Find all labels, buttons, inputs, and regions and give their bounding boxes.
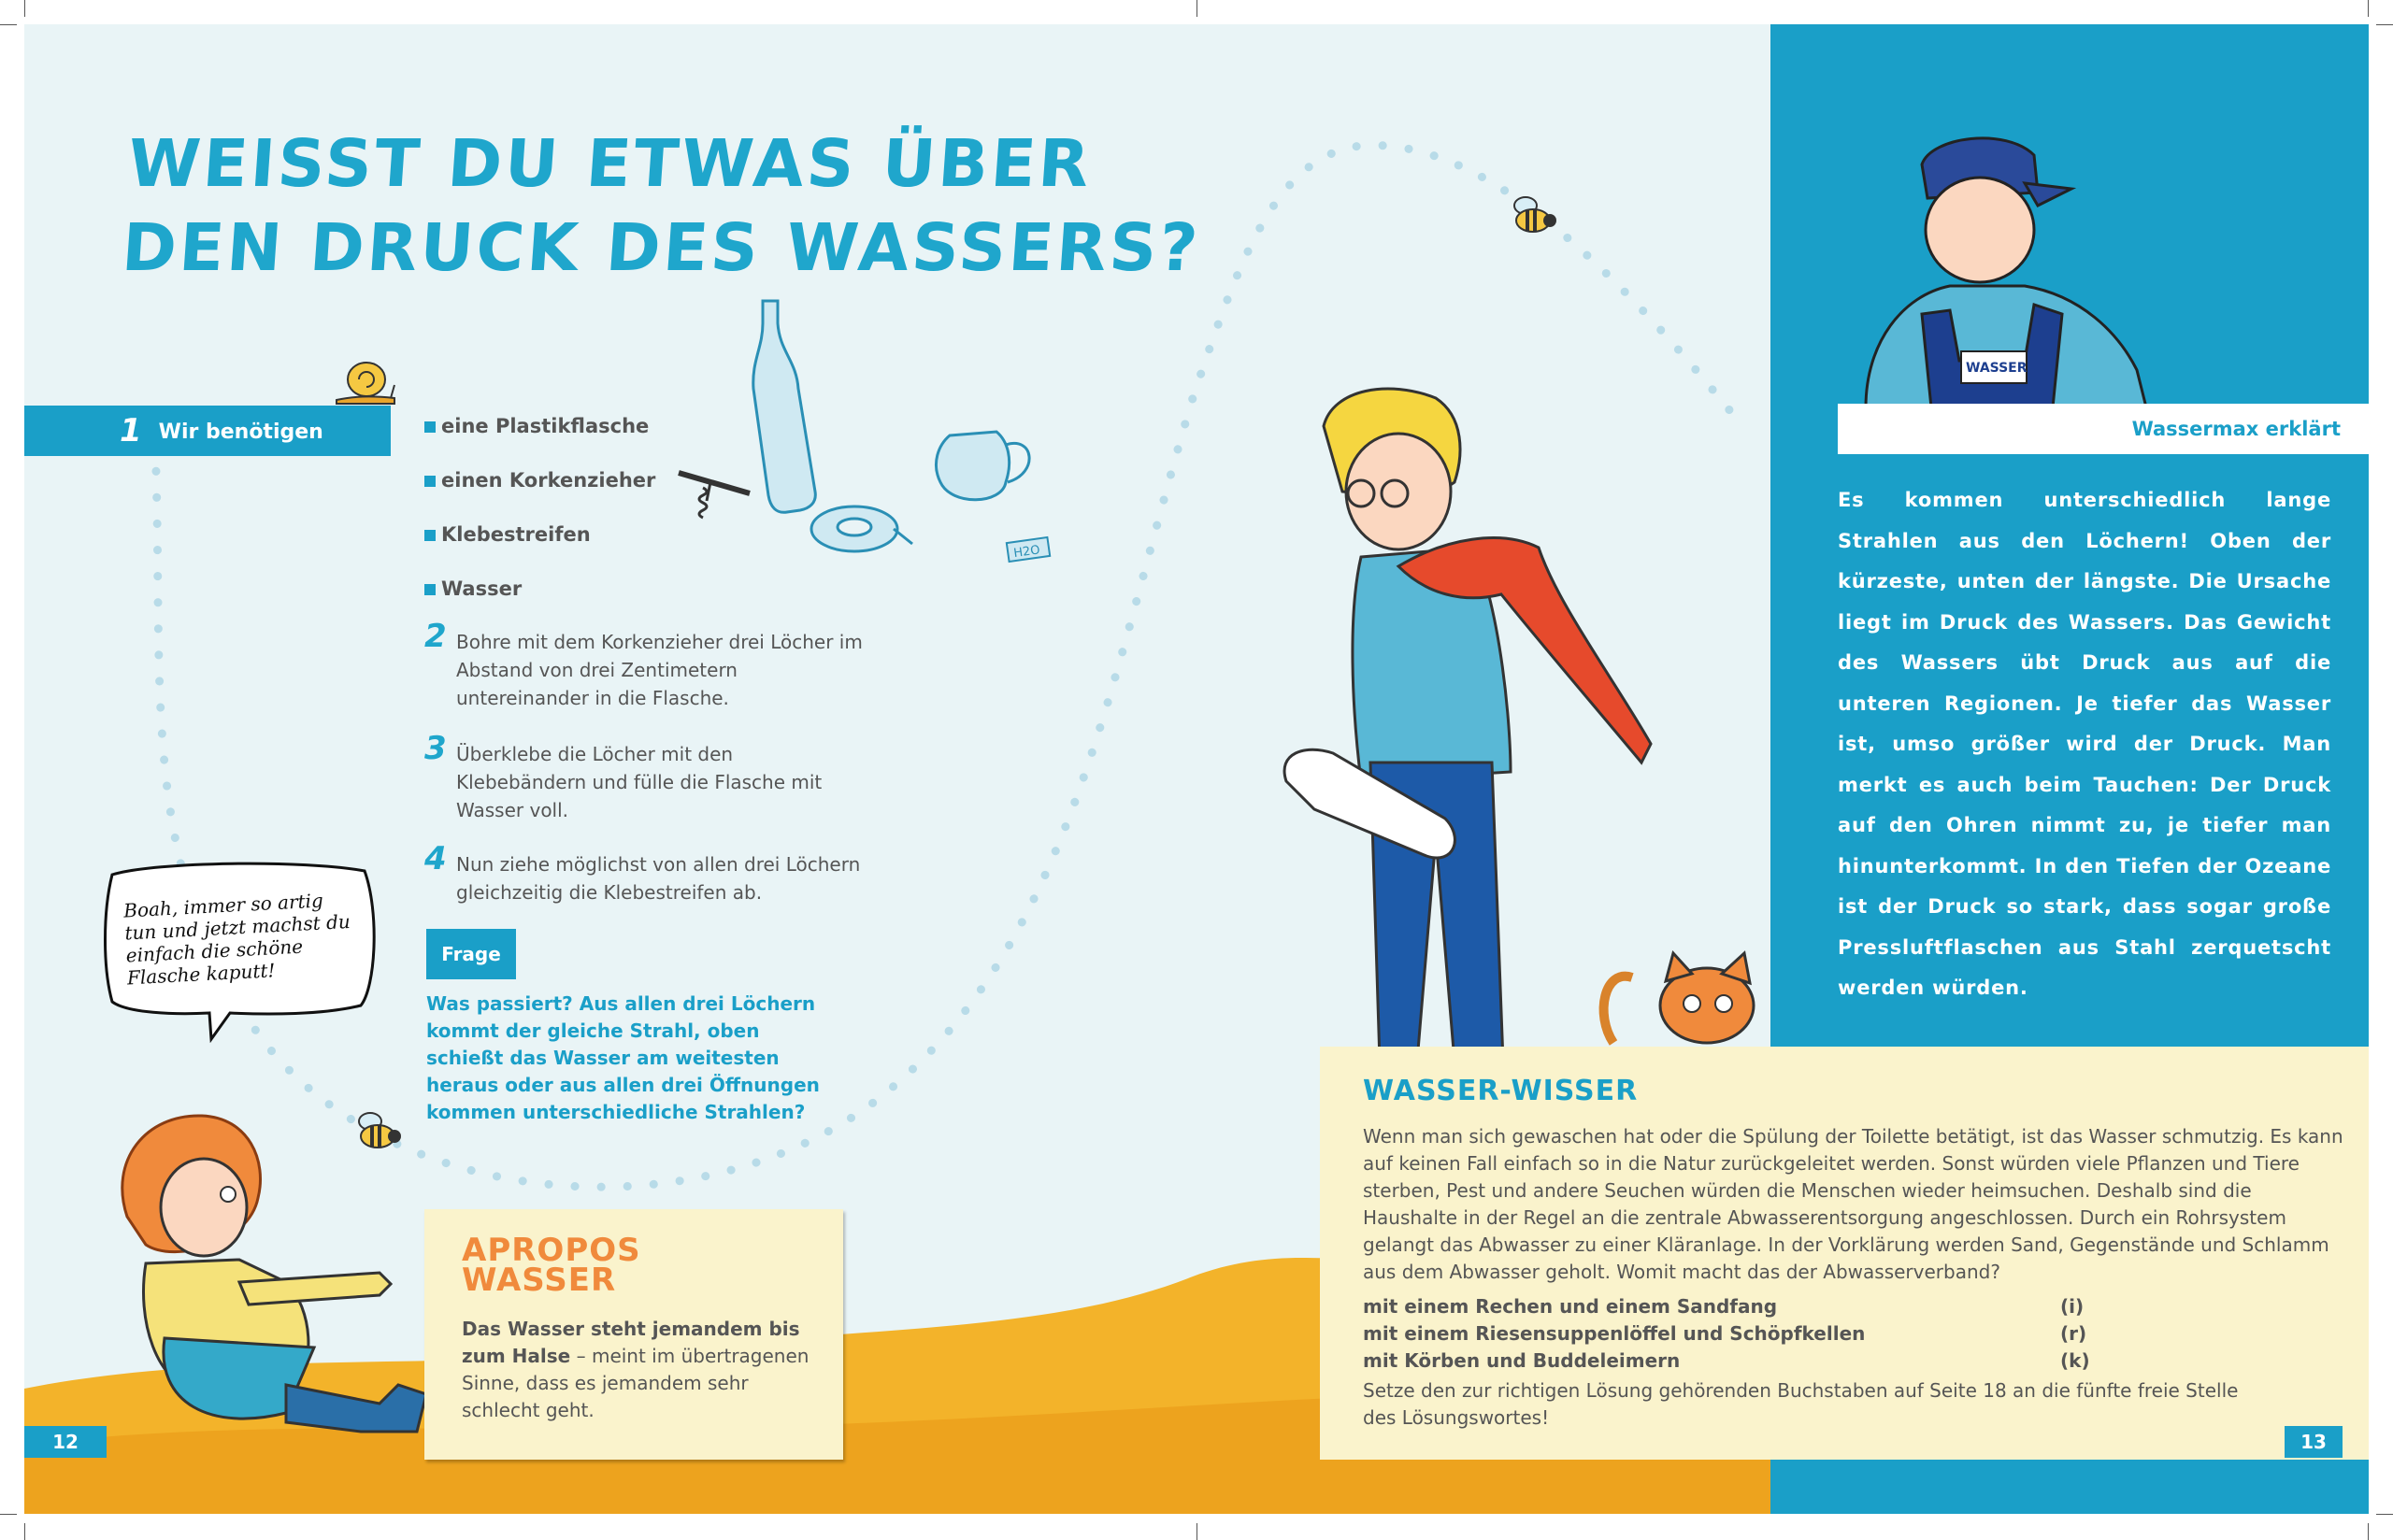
page-number-right: 13 [2285, 1426, 2343, 1458]
apropos-text [462, 1316, 817, 1424]
jug-label: H2O [1012, 543, 1041, 562]
step-3 [424, 730, 867, 824]
bullet-square-icon [424, 584, 436, 595]
step-text: Überklebe die Löcher mit den Klebebändern und fülle die Flasche mit Wasser voll. [456, 743, 823, 821]
bullet-square-icon [424, 476, 436, 487]
answer-option: mit einem Rechen und einem Sandfang (i) [1363, 1295, 2085, 1318]
crop-mark [2368, 0, 2369, 17]
step-number: 2 [424, 618, 447, 655]
section-need-bar [24, 406, 391, 456]
apropos-heading: APROPOS WASSER [462, 1232, 641, 1299]
step-4 [424, 840, 867, 906]
page-title-line1: WEISST DU ETWAS ÜBER [125, 125, 1095, 202]
speech-bubble-text: Boah, immer so artig tun und jetzt machst du einfach die schöne Flasche kaputt! [122, 889, 351, 990]
wassermax-text: Es kommen unterschiedlich lange Strahlen aus den Löchern! Oben der kürzeste, unten der längste. Die Ursache liegt im Druck des Wassers. Das Gewicht des Wassers übt Druck aus auf die unteren Regionen. Je tiefer das Wasser ist, umso größer wird der Druck. Man merkt es auch beim Tauchen: Der Druck auf den Ohren nimmt zu, je tiefer man hinunterkommt. In den Tiefen der Ozeane ist der Druck so stark, dass sogar große Pressluftflaschen aus Stahl zerquetscht werden würden. [1838, 489, 2331, 999]
wasser-wisser-box [1320, 1047, 2369, 1460]
section-label: Wir benötigen [158, 421, 323, 444]
crop-mark [0, 1514, 17, 1515]
step-text: Nun ziehe möglichst von allen drei Löchern gleichzeitig die Klebestreifen ab. [456, 853, 861, 904]
page-title [120, 121, 1210, 290]
crop-mark [24, 1523, 25, 1540]
tape-icon [811, 506, 912, 551]
jug-icon [936, 432, 1050, 562]
overalls-label: WASSER [1966, 361, 2028, 376]
wasser-wisser-heading: WASSER-WISSER [1363, 1075, 1639, 1107]
speech-bubble [99, 856, 380, 1043]
materials-illustration [623, 295, 1053, 566]
crop-mark [2376, 1514, 2393, 1515]
crop-mark [0, 24, 17, 25]
answer-option: mit Körben und Buddeleimern (k) [1363, 1349, 2090, 1372]
apropos-box [424, 1209, 843, 1460]
bullet-square-icon [424, 421, 436, 433]
list-item: eine Plastikflasche [424, 415, 655, 469]
crop-mark [1196, 0, 1197, 17]
wassermax-illustration [1838, 127, 2193, 407]
section-number: 1 [120, 412, 142, 449]
wassermax-heading-bar [1838, 404, 2369, 454]
step-number: 4 [424, 840, 447, 877]
bottle-icon [753, 301, 816, 512]
page-number-left: 12 [24, 1426, 107, 1458]
wassermax-heading: Wassermax erklärt [2131, 418, 2341, 440]
list-item: einen Korkenzieher [424, 469, 655, 523]
materials-list [424, 415, 655, 632]
question-text: Was passiert? Aus allen drei Löchern kommt der gleiche Strahl, oben schießt das Wasser am weitesten heraus oder aus allen drei Öffnungen kommen unterschiedliche Strahlen? [426, 992, 820, 1123]
page-title-line2: DEN DRUCK DES WASSERS? [119, 209, 1203, 286]
wasser-wisser-instruction: Setze den zur richtigen Lösung gehörenden Buchstaben auf Seite 18 an die fünfte freie Stelle des Lösungswortes! [1363, 1379, 2239, 1429]
step-number: 3 [424, 730, 447, 767]
step-text: Bohre mit dem Korkenzieher drei Löcher im Abstand von drei Zentimetern untereinander in die Flasche. [456, 631, 863, 709]
snail-icon [333, 357, 398, 407]
crop-mark [1196, 1523, 1197, 1540]
list-item: Klebestreifen [424, 523, 655, 578]
crop-mark [24, 0, 25, 17]
apropos-text-bold: Das Wasser steht jemandem bis zum Halse [462, 1318, 800, 1367]
crop-mark [2368, 1523, 2369, 1540]
crop-mark [2376, 24, 2393, 25]
answer-option: mit einem Riesensuppenlöffel und Schöpfkellen (r) [1363, 1322, 2087, 1345]
question-label: Frage [426, 929, 516, 979]
list-item: Wasser [424, 578, 655, 632]
bee-icon [1505, 192, 1561, 239]
wasser-wisser-body: Wenn man sich gewaschen hat oder die Spülung der Toilette betätigt, ist das Wasser schmutzig. Es kann auf keinen Fall einfach so in die Natur zurückgeleitet werden. Sonst würden viele Pflanzen und Tiere sterben, Pest und andere Seuchen würden die Menschen wieder heimsuchen. Deshalb sind die Haushalte in der Regel an die zentrale Abwasserentsorgung angeschlossen. Durch ein Rohrsystem gelangt das Abwasser zu einer Kläranlage. In der Vorklärung werden Sand, Gegenstände und Schlamm aus dem Abwasser geholt. Womit macht das der Abwasserverband? [1363, 1125, 2343, 1283]
cat-illustration [1595, 949, 1782, 1052]
apropos-text-rest: – meint im übertragenen Sinne, dass es jemandem sehr schlecht geht. [462, 1345, 810, 1421]
step-2 [424, 618, 867, 712]
girl-illustration [99, 1105, 464, 1460]
bullet-square-icon [424, 530, 436, 541]
corkscrew-icon [679, 473, 750, 518]
brochure-spread [24, 24, 2369, 1514]
